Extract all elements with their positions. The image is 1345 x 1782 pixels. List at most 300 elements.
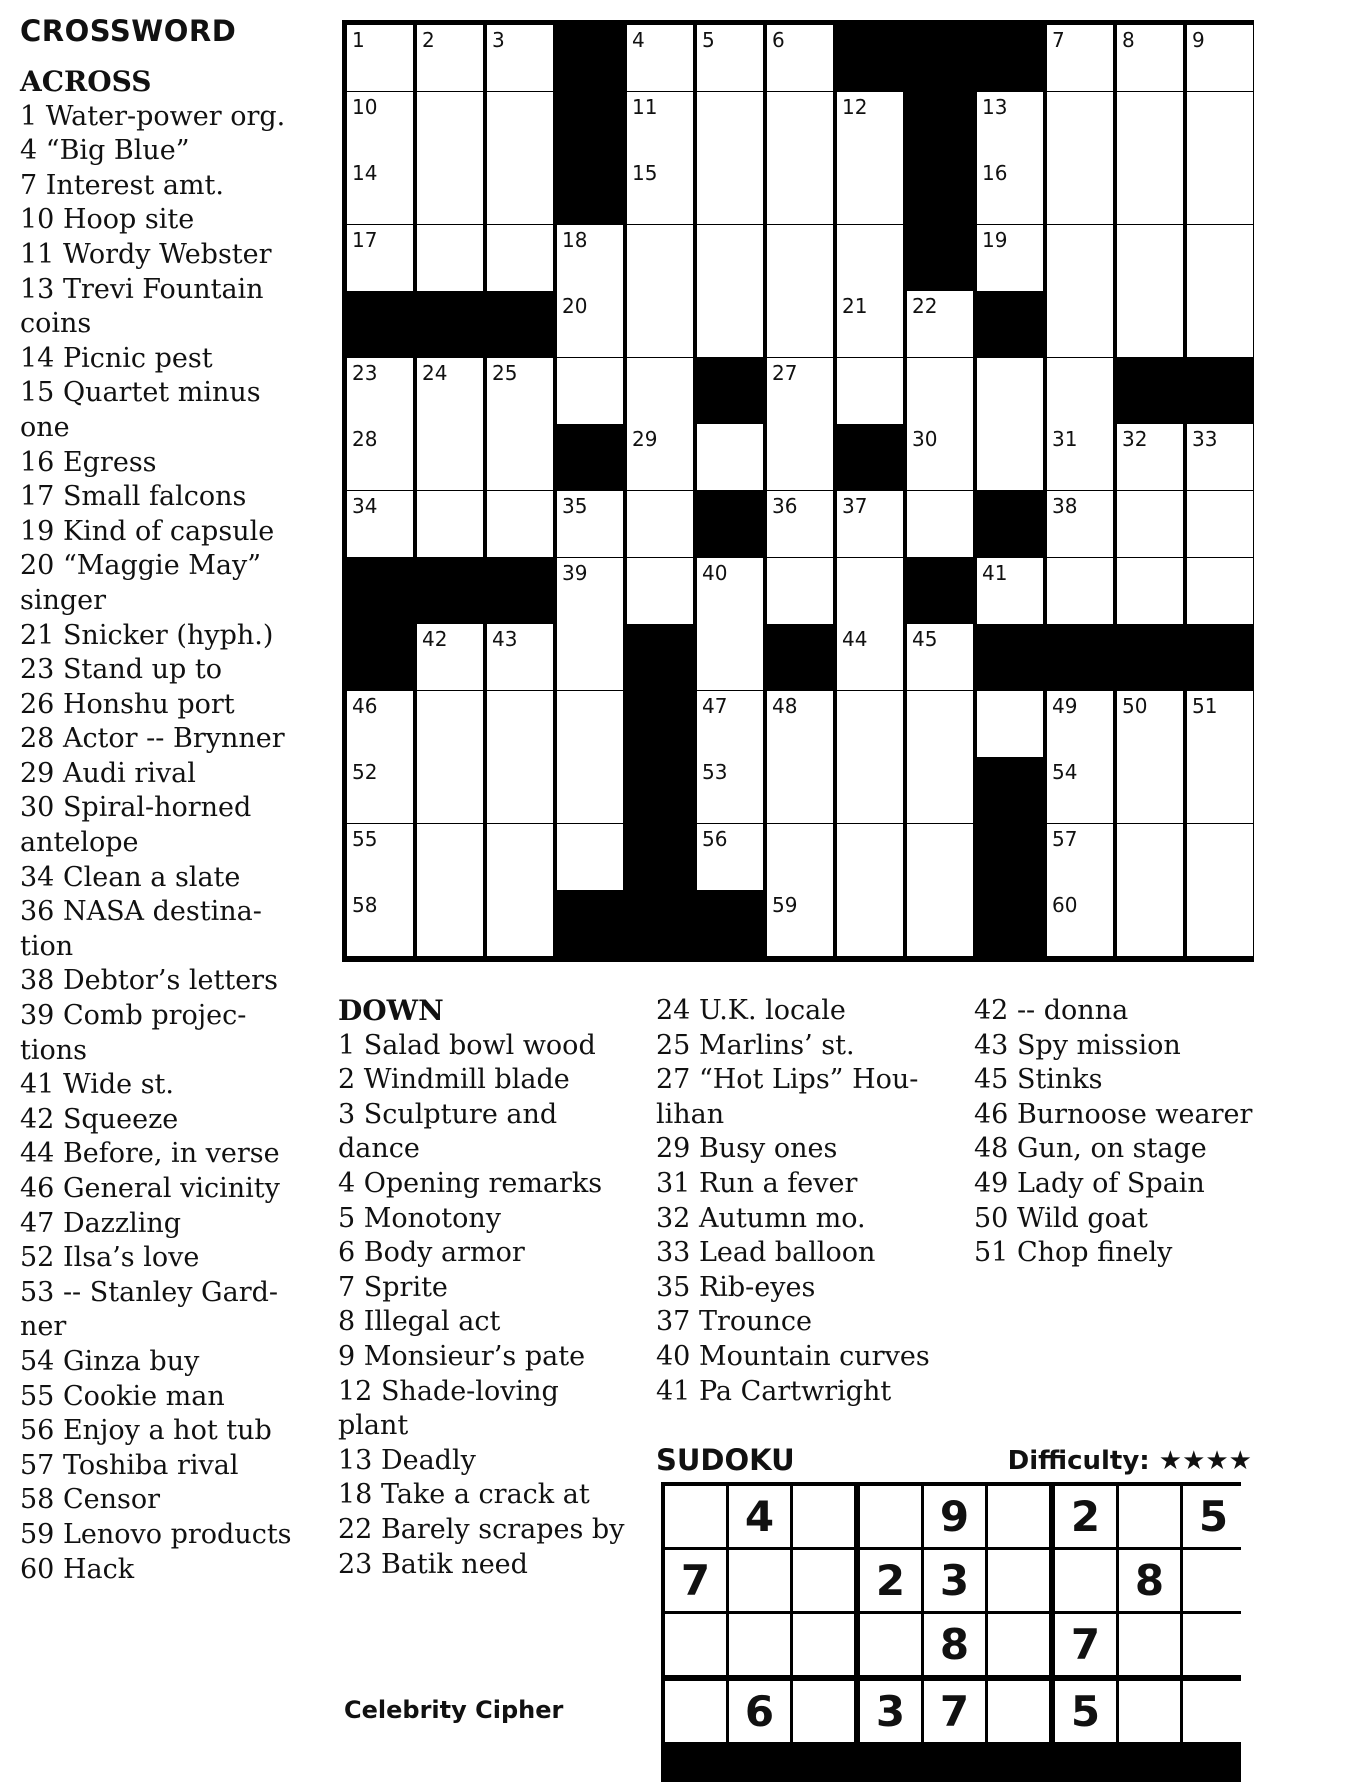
grid-cell[interactable] — [627, 25, 693, 91]
grid-cell[interactable] — [487, 824, 553, 890]
clue-line: one — [20, 411, 70, 443]
clue-line: 40 Mountain curves — [656, 1340, 930, 1372]
grid-cell[interactable] — [1117, 225, 1183, 291]
grid-cell[interactable] — [907, 624, 973, 690]
grid-cell[interactable] — [907, 691, 973, 757]
grid-cell[interactable] — [977, 92, 1043, 158]
grid-cell[interactable] — [1187, 757, 1253, 823]
cell-number: 37 — [842, 494, 868, 518]
sudoku-cell[interactable] — [988, 1614, 1049, 1675]
sudoku-cell[interactable] — [793, 1614, 854, 1675]
cell-number: 33 — [1192, 427, 1218, 452]
clue-line: 51 Chop finely — [974, 1237, 1173, 1269]
cell-number: 59 — [772, 893, 798, 918]
grid-cell[interactable] — [557, 624, 623, 690]
grid-cell[interactable] — [837, 624, 903, 690]
cell-number: 40 — [702, 560, 728, 585]
clue-line: ner — [20, 1311, 67, 1343]
cell-number: 13 — [982, 94, 1008, 119]
clue-line: 7 Interest amt. — [20, 169, 224, 201]
cell-number: 14 — [352, 161, 378, 186]
cell-number: 5 — [702, 28, 715, 52]
grid-cell[interactable] — [487, 890, 553, 956]
clue-line: 34 Clean a slate — [20, 861, 241, 893]
grid-cell[interactable] — [487, 358, 553, 424]
cell-number: 51 — [1192, 693, 1218, 718]
grid-cell[interactable] — [1117, 890, 1183, 956]
grid-cell[interactable] — [1117, 691, 1183, 757]
grid-cell[interactable] — [1117, 824, 1183, 890]
cell-number: 42 — [422, 627, 448, 652]
clue-line: 1 Salad bowl wood — [338, 1029, 596, 1061]
cell-number: 19 — [982, 227, 1008, 252]
grid-cell[interactable] — [1187, 691, 1253, 757]
cell-number: 54 — [1052, 760, 1078, 785]
across-heading: ACROSS — [20, 65, 152, 98]
grid-cell[interactable] — [557, 358, 623, 424]
cell-number: 12 — [842, 94, 868, 119]
grid-cell[interactable] — [1187, 158, 1253, 224]
grid-cell[interactable] — [627, 491, 693, 557]
grid-cell[interactable] — [977, 558, 1043, 624]
grid-cell[interactable] — [1047, 225, 1113, 291]
sudoku-cell[interactable]: 7 — [1055, 1614, 1116, 1675]
clue-line: 10 Hoop site — [20, 204, 195, 236]
cell-number: 45 — [912, 627, 938, 652]
grid-cell[interactable] — [767, 691, 833, 757]
cell-number: 31 — [1052, 427, 1078, 452]
grid-cell[interactable] — [767, 757, 833, 823]
sudoku-cell[interactable] — [793, 1550, 854, 1611]
grid-cell[interactable] — [907, 757, 973, 823]
clue-line: 1 Water-power org. — [20, 100, 286, 132]
cell-number: 39 — [562, 560, 588, 585]
cell-number: 21 — [842, 294, 868, 319]
grid-cell[interactable] — [837, 691, 903, 757]
grid-cell[interactable] — [347, 890, 413, 956]
grid-cell[interactable] — [627, 424, 693, 490]
clue-line: 55 Cookie man — [20, 1380, 225, 1412]
grid-cell[interactable] — [487, 757, 553, 823]
clue-line: 25 Marlins’ st. — [656, 1029, 855, 1061]
grid-cell[interactable] — [697, 624, 763, 690]
clue-line: 45 Stinks — [974, 1064, 1103, 1096]
sudoku-cell[interactable] — [665, 1681, 726, 1742]
sudoku-cell[interactable] — [1183, 1681, 1244, 1742]
cell-number: 29 — [632, 427, 658, 452]
grid-cell[interactable] — [417, 757, 483, 823]
grid-cell[interactable] — [1187, 558, 1253, 624]
cell-number: 23 — [352, 360, 378, 385]
grid-cell[interactable] — [977, 358, 1043, 424]
clue-line: 54 Ginza buy — [20, 1345, 200, 1377]
clue-line: 21 Snicker (hyph.) — [20, 619, 274, 651]
clue-line: 33 Lead balloon — [656, 1237, 876, 1269]
grid-cell[interactable] — [487, 92, 553, 158]
grid-cell[interactable] — [557, 491, 623, 557]
clue-line: lihan — [656, 1098, 725, 1130]
clue-line: 15 Quartet minus — [20, 377, 261, 409]
clue-line: 44 Before, in verse — [20, 1138, 280, 1170]
grid-cell[interactable] — [347, 158, 413, 224]
clue-line: 2 Windmill blade — [338, 1064, 570, 1096]
cell-number: 16 — [982, 161, 1008, 186]
sudoku-cell[interactable] — [665, 1614, 726, 1675]
grid-cell[interactable] — [907, 358, 973, 424]
grid-cell[interactable] — [697, 92, 763, 158]
grid-cell[interactable] — [627, 92, 693, 158]
cell-number: 57 — [1052, 826, 1078, 851]
grid-cell[interactable] — [837, 824, 903, 890]
sudoku-cell[interactable] — [793, 1681, 854, 1742]
grid-cell[interactable] — [1187, 291, 1253, 357]
grid-cell[interactable] — [417, 158, 483, 224]
cell-number: 32 — [1122, 427, 1148, 452]
clue-line: 24 U.K. locale — [656, 995, 846, 1026]
grid-cell[interactable] — [347, 824, 413, 890]
cell-number: 7 — [1052, 28, 1065, 52]
clue-line: 28 Actor -- Brynner — [20, 723, 285, 755]
down-heading: DOWN — [338, 994, 444, 1027]
sudoku-cell[interactable]: 6 — [729, 1681, 790, 1742]
clue-line: 38 Debtor’s letters — [20, 965, 278, 997]
grid-cell[interactable] — [837, 358, 903, 424]
clue-line: 30 Spiral-horned — [20, 792, 252, 824]
grid-cell[interactable] — [1047, 424, 1113, 490]
cell-number: 28 — [352, 427, 378, 452]
grid-cell[interactable] — [487, 25, 553, 91]
grid-cell[interactable] — [627, 291, 693, 357]
sudoku-cell[interactable] — [860, 1614, 921, 1675]
clue-line: 11 Wordy Webster — [20, 238, 272, 270]
clue-line: 14 Picnic pest — [20, 342, 213, 374]
cell-number: 15 — [632, 161, 658, 186]
sudoku-cell[interactable] — [1119, 1486, 1180, 1547]
grid-cell[interactable] — [907, 491, 973, 557]
grid-cell[interactable] — [1117, 757, 1183, 823]
grid-cell[interactable] — [767, 25, 833, 91]
grid-cell[interactable] — [1117, 25, 1183, 91]
sudoku-cell[interactable]: 8 — [924, 1614, 985, 1675]
cell-number: 8 — [1122, 28, 1135, 52]
grid-cell[interactable] — [697, 424, 763, 490]
grid-cell[interactable] — [697, 691, 763, 757]
grid-cell[interactable] — [907, 824, 973, 890]
grid-cell[interactable] — [1047, 890, 1113, 956]
grid-cell[interactable] — [837, 558, 903, 624]
sudoku-cell[interactable] — [729, 1614, 790, 1675]
grid-cell[interactable] — [557, 225, 623, 291]
grid-cell[interactable] — [1187, 92, 1253, 158]
grid-cell[interactable] — [417, 358, 483, 424]
clue-line: 49 Lady of Spain — [974, 1167, 1205, 1199]
cell-number: 24 — [422, 360, 448, 385]
grid-cell[interactable] — [977, 691, 1043, 757]
clue-line: 23 Stand up to — [20, 654, 222, 686]
grid-cell[interactable] — [1047, 691, 1113, 757]
grid-cell[interactable] — [977, 225, 1043, 291]
clue-line: 37 Trounce — [656, 1306, 812, 1338]
sudoku-title: SUDOKU — [656, 1443, 795, 1477]
clue-line: coins — [20, 308, 92, 340]
grid-cell[interactable] — [1187, 225, 1253, 291]
grid-cell[interactable] — [1047, 291, 1113, 357]
cell-number: 25 — [492, 360, 518, 385]
grid-cell[interactable] — [697, 291, 763, 357]
grid-cell[interactable] — [767, 92, 833, 158]
grid-cell[interactable] — [977, 424, 1043, 490]
grid-cell[interactable] — [557, 824, 623, 890]
clue-line: 20 “Maggie May” — [20, 550, 262, 582]
sudoku-cell[interactable] — [729, 1550, 790, 1611]
grid-cell[interactable] — [417, 92, 483, 158]
grid-cell[interactable] — [487, 624, 553, 690]
grid-cell[interactable] — [347, 225, 413, 291]
clue-line: dance — [338, 1133, 420, 1165]
clue-line: 6 Body armor — [338, 1237, 525, 1269]
cell-number: 35 — [562, 494, 588, 518]
grid-cell[interactable] — [1117, 491, 1183, 557]
clue-line: 32 Autumn mo. — [656, 1202, 866, 1234]
grid-cell[interactable] — [347, 92, 413, 158]
clue-line: 5 Monotony — [338, 1202, 502, 1234]
clue-line: 41 Pa Cartwright — [656, 1375, 892, 1407]
grid-cell[interactable] — [347, 424, 413, 490]
grid-cell[interactable] — [767, 225, 833, 291]
cell-number: 30 — [912, 427, 938, 452]
grid-cell[interactable] — [1117, 158, 1183, 224]
clue-line: tion — [20, 930, 74, 962]
grid-cell[interactable] — [767, 424, 833, 490]
clue-line: 53 -- Stanley Gard- — [20, 1276, 279, 1308]
grid-cell[interactable] — [697, 757, 763, 823]
cell-number: 6 — [772, 28, 785, 52]
sudoku-cell[interactable] — [1183, 1550, 1244, 1611]
grid-cell[interactable] — [767, 491, 833, 557]
clue-line: 29 Busy ones — [656, 1133, 838, 1165]
grid-cell[interactable] — [767, 358, 833, 424]
grid-cell[interactable] — [1187, 424, 1253, 490]
cell-number: 52 — [352, 760, 378, 785]
sudoku-cell[interactable] — [860, 1486, 921, 1547]
grid-cell[interactable] — [627, 558, 693, 624]
clue-line: 27 “Hot Lips” Hou- — [656, 1064, 919, 1096]
grid-cell[interactable] — [1117, 424, 1183, 490]
clue-line: 56 Enjoy a hot tub — [20, 1415, 272, 1447]
grid-cell[interactable] — [487, 225, 553, 291]
grid-cell[interactable] — [417, 824, 483, 890]
clue-line: 31 Run a fever — [656, 1167, 858, 1199]
grid-cell[interactable] — [487, 691, 553, 757]
clue-line: 13 Trevi Fountain — [20, 273, 264, 305]
grid-cell[interactable] — [1187, 890, 1253, 956]
cell-number: 4 — [632, 28, 645, 52]
sudoku-cell[interactable] — [1119, 1681, 1180, 1742]
grid-cell[interactable] — [837, 291, 903, 357]
grid-cell[interactable] — [557, 691, 623, 757]
clue-line: 29 Audi rival — [20, 757, 196, 789]
grid-cell[interactable] — [767, 558, 833, 624]
grid-cell[interactable] — [627, 225, 693, 291]
clue-line: 36 NASA destina- — [20, 896, 262, 928]
clue-line: 42 Squeeze — [20, 1103, 179, 1135]
sudoku-cell[interactable]: 7 — [665, 1550, 726, 1611]
grid-cell[interactable] — [417, 424, 483, 490]
clue-line: 39 Comb projec- — [20, 1000, 247, 1032]
grid-cell[interactable] — [417, 491, 483, 557]
grid-cell[interactable] — [697, 558, 763, 624]
crossword-title: CROSSWORD — [20, 14, 237, 48]
clue-line: 35 Rib-eyes — [656, 1271, 816, 1303]
grid-cell[interactable] — [1047, 558, 1113, 624]
cell-number: 22 — [912, 294, 938, 319]
grid-cell[interactable] — [347, 691, 413, 757]
cell-number: 34 — [352, 494, 378, 518]
down-clues-column-2 — [656, 994, 961, 1409]
clue-line: 26 Honshu port — [20, 688, 235, 720]
grid-cell[interactable] — [1047, 92, 1113, 158]
grid-cell[interactable] — [417, 25, 483, 91]
grid-cell[interactable] — [767, 158, 833, 224]
clue-line: 58 Censor — [20, 1484, 160, 1516]
cell-number: 56 — [702, 826, 728, 851]
grid-cell[interactable] — [347, 358, 413, 424]
cell-number: 18 — [562, 227, 588, 252]
grid-cell[interactable] — [697, 158, 763, 224]
grid-cell[interactable] — [907, 890, 973, 956]
cell-number: 9 — [1192, 28, 1205, 52]
grid-cell[interactable] — [767, 890, 833, 956]
grid-cell[interactable] — [487, 424, 553, 490]
grid-cell[interactable] — [487, 158, 553, 224]
grid-cell[interactable] — [557, 757, 623, 823]
grid-cell[interactable] — [347, 25, 413, 91]
clue-line: tions — [20, 1034, 87, 1066]
sudoku-cell[interactable] — [793, 1486, 854, 1547]
grid-cell[interactable] — [557, 558, 623, 624]
grid-cell[interactable] — [417, 691, 483, 757]
grid-cell[interactable] — [1117, 92, 1183, 158]
grid-cell[interactable] — [1187, 25, 1253, 91]
cell-number: 17 — [352, 227, 378, 252]
grid-cell[interactable] — [837, 92, 903, 158]
sudoku-cell[interactable] — [988, 1486, 1049, 1547]
sudoku-cell[interactable]: 4 — [729, 1486, 790, 1547]
sudoku-cell[interactable]: 9 — [924, 1486, 985, 1547]
clue-line: 7 Sprite — [338, 1271, 448, 1303]
grid-cell[interactable] — [837, 757, 903, 823]
clue-line: 4 “Big Blue” — [20, 135, 190, 167]
cell-number: 2 — [422, 28, 435, 52]
clue-line: singer — [20, 584, 107, 616]
cell-number: 47 — [702, 693, 728, 718]
grid-cell[interactable] — [1047, 824, 1113, 890]
grid-cell[interactable] — [417, 225, 483, 291]
sudoku-cell[interactable]: 7 — [924, 1681, 985, 1742]
sudoku-cell[interactable]: 3 — [860, 1681, 921, 1742]
grid-cell[interactable] — [1047, 491, 1113, 557]
grid-cell[interactable] — [837, 158, 903, 224]
clue-line: 3 Sculpture and — [338, 1098, 558, 1130]
sudoku-cell[interactable]: 2 — [860, 1550, 921, 1611]
grid-cell[interactable] — [907, 291, 973, 357]
grid-cell[interactable] — [1047, 25, 1113, 91]
grid-cell[interactable] — [767, 824, 833, 890]
grid-cell[interactable] — [347, 491, 413, 557]
clue-line: 48 Gun, on stage — [974, 1133, 1207, 1165]
grid-cell[interactable] — [417, 890, 483, 956]
grid-cell[interactable] — [767, 291, 833, 357]
clue-line: 16 Egress — [20, 446, 157, 478]
sudoku-cell[interactable]: 3 — [924, 1550, 985, 1611]
cell-number: 55 — [352, 826, 378, 851]
grid-cell[interactable] — [347, 757, 413, 823]
cell-number: 3 — [492, 28, 505, 52]
grid-cell[interactable] — [627, 358, 693, 424]
cell-number: 43 — [492, 627, 518, 652]
grid-cell[interactable] — [837, 225, 903, 291]
grid-cell[interactable] — [907, 424, 973, 490]
cell-number: 50 — [1122, 693, 1148, 718]
clue-line: 12 Shade-loving — [338, 1375, 559, 1407]
grid-cell[interactable] — [557, 291, 623, 357]
sudoku-cell[interactable] — [1055, 1550, 1116, 1611]
sudoku-cell[interactable]: 8 — [1119, 1550, 1180, 1611]
cell-number: 1 — [352, 28, 365, 52]
down-clues-column-1 — [338, 994, 643, 1582]
grid-cell[interactable] — [1047, 358, 1113, 424]
crossword-grid — [342, 20, 1254, 962]
grid-cell[interactable] — [1047, 757, 1113, 823]
cell-number: 27 — [772, 360, 798, 385]
grid-cell[interactable] — [1117, 558, 1183, 624]
sudoku-cell[interactable]: 5 — [1055, 1681, 1116, 1742]
sudoku-cell[interactable] — [988, 1550, 1049, 1611]
sudoku-cell[interactable]: 5 — [1183, 1486, 1244, 1547]
grid-cell[interactable] — [837, 890, 903, 956]
clue-line: 42 -- donna — [974, 995, 1129, 1026]
grid-cell[interactable] — [1047, 158, 1113, 224]
clue-line: 46 Burnoose wearer — [974, 1098, 1253, 1130]
clue-line: antelope — [20, 827, 139, 859]
down-clues-column-3 — [974, 994, 1314, 1271]
grid-cell[interactable] — [417, 624, 483, 690]
cell-number: 46 — [352, 693, 378, 718]
sudoku-cell[interactable] — [1183, 1614, 1244, 1675]
grid-cell[interactable] — [977, 158, 1043, 224]
grid-cell[interactable] — [1187, 491, 1253, 557]
sudoku-cell[interactable]: 2 — [1055, 1486, 1116, 1547]
sudoku-cell[interactable] — [1119, 1614, 1180, 1675]
grid-cell[interactable] — [697, 25, 763, 91]
cell-number: 49 — [1052, 693, 1078, 718]
clue-line: 22 Barely scrapes by — [338, 1513, 625, 1545]
cell-number: 38 — [1052, 494, 1078, 518]
grid-cell[interactable] — [697, 225, 763, 291]
sudoku-cell[interactable] — [665, 1486, 726, 1547]
grid-cell[interactable] — [697, 824, 763, 890]
grid-cell[interactable] — [837, 491, 903, 557]
clue-line: 19 Kind of capsule — [20, 515, 275, 547]
grid-cell[interactable] — [487, 491, 553, 557]
clue-line: 46 General vicinity — [20, 1173, 280, 1204]
grid-cell[interactable] — [1117, 291, 1183, 357]
grid-cell[interactable] — [1187, 824, 1253, 890]
sudoku-cell[interactable] — [988, 1681, 1049, 1742]
grid-cell[interactable] — [627, 158, 693, 224]
clue-line: 13 Deadly — [338, 1444, 476, 1476]
cell-number: 53 — [702, 760, 728, 785]
